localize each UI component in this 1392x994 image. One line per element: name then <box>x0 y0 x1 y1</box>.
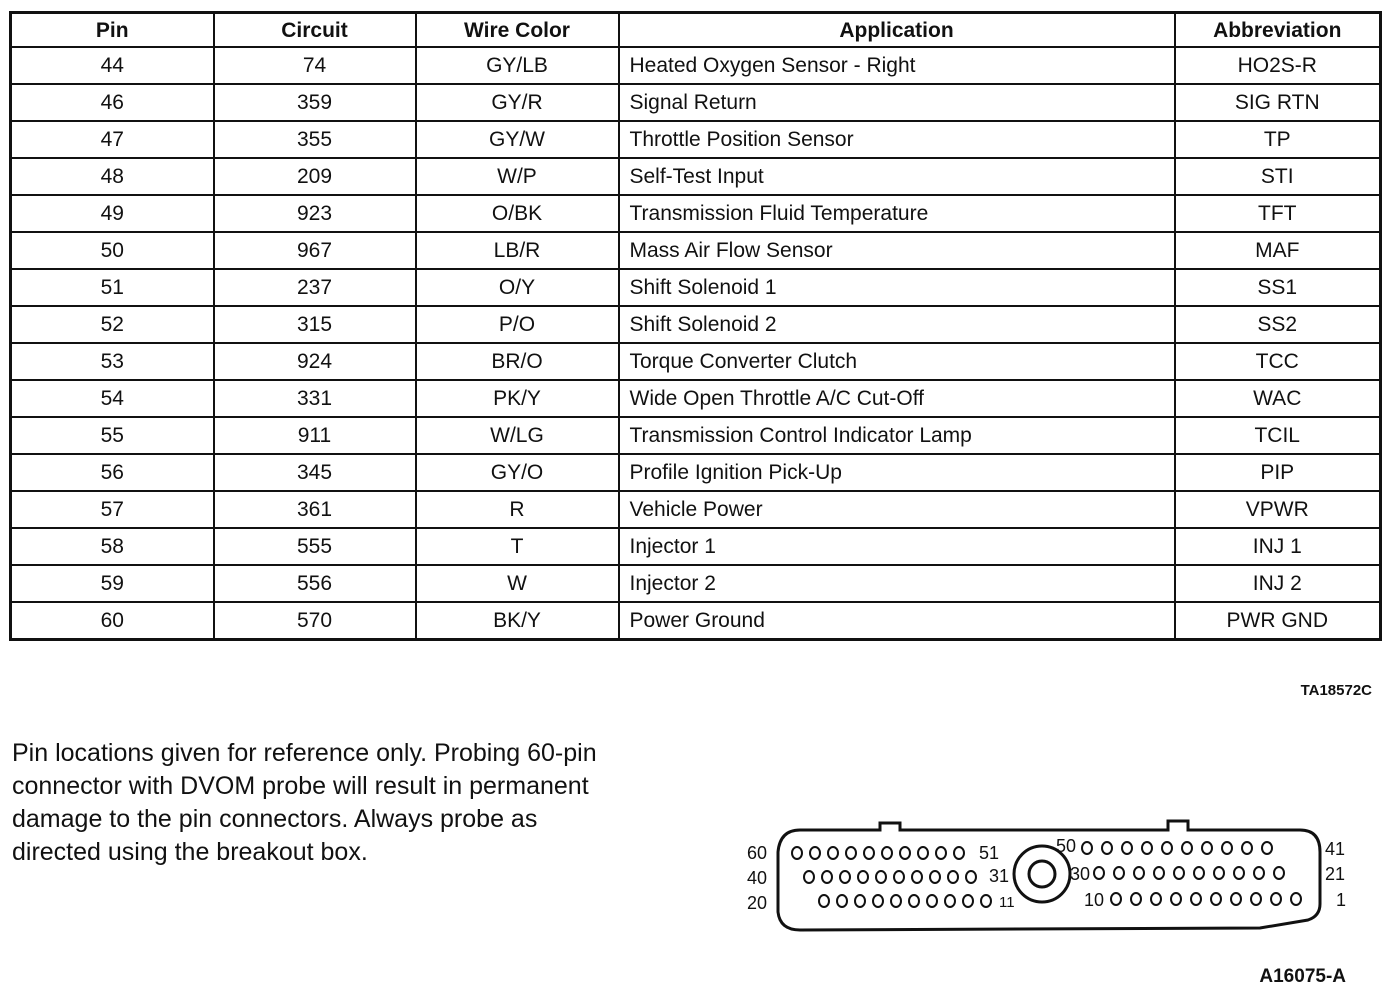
cell-circuit: 237 <box>214 269 416 306</box>
table-row <box>11 84 1381 121</box>
cell-abbreviation: MAF <box>1175 232 1381 269</box>
cell-pin: 46 <box>11 84 214 121</box>
table-row <box>11 306 1381 343</box>
pin-hole <box>1222 842 1232 854</box>
pin-hole <box>1231 893 1241 905</box>
cell-application: Mass Air Flow Sensor <box>619 232 1175 269</box>
pin-label-50: 50 <box>1056 836 1077 856</box>
pin-hole <box>1291 893 1301 905</box>
pin-hole <box>954 847 964 859</box>
pin-hole <box>894 871 904 883</box>
pin-hole <box>1082 842 1092 854</box>
cell-abbreviation: PIP <box>1175 454 1381 491</box>
cell-wire-color: W/P <box>416 158 619 195</box>
pin-hole <box>1274 867 1284 879</box>
header-pin: Pin <box>11 13 214 48</box>
cell-abbreviation: SS2 <box>1175 306 1381 343</box>
cell-circuit: 570 <box>214 602 416 640</box>
cell-abbreviation: INJ 2 <box>1175 565 1381 602</box>
cell-wire-color: W/LG <box>416 417 619 454</box>
cell-circuit: 209 <box>214 158 416 195</box>
cell-circuit: 967 <box>214 232 416 269</box>
pin-hole <box>912 871 922 883</box>
table-row <box>11 380 1381 417</box>
figure-reference-code: A16075-A <box>1259 966 1346 987</box>
pin-hole <box>1111 893 1121 905</box>
pin-hole <box>1214 867 1224 879</box>
cell-abbreviation: HO2S-R <box>1175 47 1381 84</box>
cell-circuit: 555 <box>214 528 416 565</box>
cell-application: Transmission Control Indicator Lamp <box>619 417 1175 454</box>
pin-hole <box>1151 893 1161 905</box>
connector-pin-layout <box>740 812 1360 942</box>
pin-label-21: 21 <box>1325 864 1346 884</box>
pin-hole <box>1122 842 1132 854</box>
cell-pin: 51 <box>11 269 214 306</box>
table-body <box>11 47 1381 640</box>
cell-abbreviation: PWR GND <box>1175 602 1381 640</box>
cell-application: Wide Open Throttle A/C Cut-Off <box>619 380 1175 417</box>
note-line: damage to the pin connectors. Always probe as <box>12 805 538 833</box>
pin-hole <box>1114 867 1124 879</box>
pin-hole <box>891 895 901 907</box>
pin-hole <box>1154 867 1164 879</box>
cell-circuit: 923 <box>214 195 416 232</box>
cell-circuit: 355 <box>214 121 416 158</box>
pin-hole <box>918 847 928 859</box>
pin-holes <box>792 842 1301 907</box>
cell-application: Vehicle Power <box>619 491 1175 528</box>
pin-hole <box>810 847 820 859</box>
cell-pin: 60 <box>11 602 214 640</box>
cell-application: Shift Solenoid 1 <box>619 269 1175 306</box>
pin-hole <box>1142 842 1152 854</box>
cell-pin: 56 <box>11 454 214 491</box>
pin-hole <box>1134 867 1144 879</box>
cell-pin: 48 <box>11 158 214 195</box>
cell-circuit: 315 <box>214 306 416 343</box>
pin-hole <box>1271 893 1281 905</box>
table-row <box>11 417 1381 454</box>
cell-circuit: 74 <box>214 47 416 84</box>
note-line: directed using the breakout box. <box>12 838 368 866</box>
probe-warning-note <box>12 737 692 869</box>
pin-label-20: 20 <box>747 893 768 913</box>
cell-circuit: 556 <box>214 565 416 602</box>
cell-circuit: 331 <box>214 380 416 417</box>
cell-abbreviation: SIG RTN <box>1175 84 1381 121</box>
cell-wire-color: BR/O <box>416 343 619 380</box>
cell-application: Injector 1 <box>619 528 1175 565</box>
table-row <box>11 195 1381 232</box>
cell-application: Power Ground <box>619 602 1175 640</box>
cell-pin: 47 <box>11 121 214 158</box>
pin-hole <box>1094 867 1104 879</box>
cell-wire-color: O/Y <box>416 269 619 306</box>
pin-hole <box>876 871 886 883</box>
pin-hole <box>966 871 976 883</box>
pin-hole <box>804 871 814 883</box>
cell-wire-color: GY/O <box>416 454 619 491</box>
table-reference-code: TA18572C <box>1300 682 1372 699</box>
pin-hole <box>945 895 955 907</box>
pin-label-60: 60 <box>747 843 768 863</box>
note-line: Pin locations given for reference only. Probing 60-pin <box>12 739 597 767</box>
cell-wire-color: O/BK <box>416 195 619 232</box>
pin-hole <box>1182 842 1192 854</box>
pin-label-51: 51 <box>979 843 1000 863</box>
pin-hole <box>828 847 838 859</box>
pin-hole <box>981 895 991 907</box>
pin-hole <box>1162 842 1172 854</box>
header-application: Application <box>619 13 1175 48</box>
pin-hole <box>1211 893 1221 905</box>
cell-pin: 57 <box>11 491 214 528</box>
cell-application: Throttle Position Sensor <box>619 121 1175 158</box>
cell-wire-color: GY/R <box>416 84 619 121</box>
pin-table <box>9 11 1382 641</box>
table-row <box>11 47 1381 84</box>
pin-label-10: 10 <box>1084 890 1105 910</box>
cell-abbreviation: SS1 <box>1175 269 1381 306</box>
pin-hole <box>927 895 937 907</box>
cell-wire-color: R <box>416 491 619 528</box>
cell-wire-color: P/O <box>416 306 619 343</box>
table-row <box>11 565 1381 602</box>
cell-pin: 58 <box>11 528 214 565</box>
pin-label-30: 30 <box>1070 864 1091 884</box>
cell-circuit: 361 <box>214 491 416 528</box>
cell-abbreviation: VPWR <box>1175 491 1381 528</box>
pin-hole <box>792 847 802 859</box>
cell-abbreviation: STI <box>1175 158 1381 195</box>
cell-pin: 59 <box>11 565 214 602</box>
cell-abbreviation: TFT <box>1175 195 1381 232</box>
cell-pin: 50 <box>11 232 214 269</box>
pin-hole <box>837 895 847 907</box>
connector-center-post-inner <box>1029 861 1055 887</box>
pin-hole <box>909 895 919 907</box>
pin-hole <box>840 871 850 883</box>
cell-pin: 55 <box>11 417 214 454</box>
pin-hole <box>1174 867 1184 879</box>
pin-hole <box>1131 893 1141 905</box>
pin-label-11: 11 <box>999 894 1015 911</box>
cell-pin: 44 <box>11 47 214 84</box>
header-circuit: Circuit <box>214 13 416 48</box>
table-row <box>11 343 1381 380</box>
table-row <box>11 232 1381 269</box>
cell-wire-color: LB/R <box>416 232 619 269</box>
cell-application: Injector 2 <box>619 565 1175 602</box>
table-header-row <box>11 13 1381 48</box>
table-row <box>11 491 1381 528</box>
table-row <box>11 269 1381 306</box>
pin-hole <box>1171 893 1181 905</box>
cell-circuit: 359 <box>214 84 416 121</box>
connector-diagram <box>740 812 1360 942</box>
cell-abbreviation: TCIL <box>1175 417 1381 454</box>
cell-application: Heated Oxygen Sensor - Right <box>619 47 1175 84</box>
pin-hole <box>1102 842 1112 854</box>
cell-abbreviation: WAC <box>1175 380 1381 417</box>
cell-wire-color: GY/LB <box>416 47 619 84</box>
header-wire-color: Wire Color <box>416 13 619 48</box>
pin-hole <box>936 847 946 859</box>
pin-label-41: 41 <box>1325 839 1346 859</box>
pin-hole <box>1191 893 1201 905</box>
cell-pin: 53 <box>11 343 214 380</box>
cell-circuit: 924 <box>214 343 416 380</box>
cell-wire-color: PK/Y <box>416 380 619 417</box>
note-line: connector with DVOM probe will result in permanent <box>12 772 589 800</box>
pin-hole <box>900 847 910 859</box>
table-row <box>11 121 1381 158</box>
cell-circuit: 345 <box>214 454 416 491</box>
cell-wire-color: T <box>416 528 619 565</box>
pin-label-31: 31 <box>989 866 1010 886</box>
pin-hole <box>1262 842 1272 854</box>
cell-abbreviation: TCC <box>1175 343 1381 380</box>
pin-hole <box>948 871 958 883</box>
cell-application: Torque Converter Clutch <box>619 343 1175 380</box>
cell-application: Signal Return <box>619 84 1175 121</box>
pin-hole <box>882 847 892 859</box>
pin-hole <box>822 871 832 883</box>
pin-hole <box>1202 842 1212 854</box>
pin-hole <box>864 847 874 859</box>
pin-hole <box>1242 842 1252 854</box>
pin-hole <box>846 847 856 859</box>
pin-hole <box>930 871 940 883</box>
cell-abbreviation: INJ 1 <box>1175 528 1381 565</box>
cell-wire-color: BK/Y <box>416 602 619 640</box>
cell-application: Shift Solenoid 2 <box>619 306 1175 343</box>
pin-hole <box>1194 867 1204 879</box>
cell-wire-color: W <box>416 565 619 602</box>
cell-application: Profile Ignition Pick-Up <box>619 454 1175 491</box>
cell-pin: 54 <box>11 380 214 417</box>
pin-label-40: 40 <box>747 868 768 888</box>
cell-wire-color: GY/W <box>416 121 619 158</box>
cell-application: Self-Test Input <box>619 158 1175 195</box>
pin-label-1: 1 <box>1336 890 1347 910</box>
cell-pin: 49 <box>11 195 214 232</box>
cell-application: Transmission Fluid Temperature <box>619 195 1175 232</box>
pin-hole <box>963 895 973 907</box>
connector-shell <box>778 821 1320 930</box>
table-row <box>11 602 1381 640</box>
pin-hole <box>1234 867 1244 879</box>
pin-hole <box>1254 867 1264 879</box>
table-row <box>11 454 1381 491</box>
pin-hole <box>819 895 829 907</box>
pin-hole <box>855 895 865 907</box>
pin-hole <box>873 895 883 907</box>
table-row <box>11 528 1381 565</box>
pin-hole <box>858 871 868 883</box>
header-abbreviation: Abbreviation <box>1175 13 1381 48</box>
table-row <box>11 158 1381 195</box>
pin-hole <box>1251 893 1261 905</box>
cell-pin: 52 <box>11 306 214 343</box>
cell-abbreviation: TP <box>1175 121 1381 158</box>
cell-circuit: 911 <box>214 417 416 454</box>
